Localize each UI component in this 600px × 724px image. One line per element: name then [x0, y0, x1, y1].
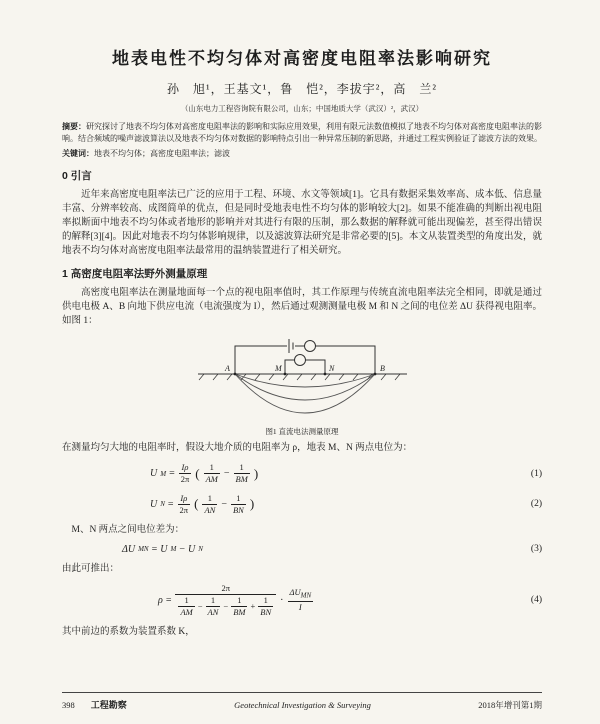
- fraction: $\frac{1}{AN}$: [204, 492, 216, 515]
- footer-journal-name-en: Geotechnical Investigation & Surveying: [234, 700, 371, 710]
- math-subscript: M: [170, 545, 177, 554]
- equals-sign: =: [165, 594, 172, 606]
- footer-journal-name-cn: 工程勘察: [90, 700, 127, 710]
- page-footer: [62, 692, 542, 711]
- equation-4: [62, 583, 542, 618]
- operator: −: [223, 468, 230, 480]
- equals-sign: =: [151, 543, 158, 555]
- math-subscript: N: [160, 500, 165, 509]
- fraction: $\frac{I\rho}{2\pi}$: [179, 492, 189, 515]
- math-symbol: U: [160, 543, 168, 555]
- equation-1-body: [150, 462, 258, 485]
- electrode-label-b: B: [379, 364, 385, 374]
- footer-issue: 2018年增刊第1期: [478, 700, 542, 710]
- equation-number: (1): [530, 468, 542, 479]
- principle-paragraph: 高密度电阻率法在测量地面每一个点的视电阻率值时，其工作原理与传统直流电阻率法完全相同，即就是通过供电电极 A、B 向地下供应电流（电流强度为 I），然后通过观测测量电极 M 和 N 之间的电位差 ΔU 获得视电阻率。如图 1：: [62, 288, 542, 327]
- fraction: $\frac{\Delta U_{MN}}{I}$: [289, 587, 312, 613]
- equation-number: (2): [530, 499, 542, 510]
- fraction: $\frac{I\rho}{2\pi}$: [180, 462, 190, 485]
- measurement-lead-line: 在测量均匀大地的电阻率时，假设大地介质的电阻率为 ρ，地表 M、N 两点电位为：: [62, 443, 413, 454]
- math-symbol: U: [150, 498, 158, 510]
- electrode-label-m: M: [274, 364, 282, 374]
- closing-line: 其中前边的系数为装置系数 K，: [62, 626, 195, 637]
- close-paren: ): [253, 465, 259, 481]
- math-symbol: U: [150, 468, 158, 480]
- math-subscript: N: [198, 545, 203, 554]
- fraction: $\frac{1}{AM}$: [180, 594, 193, 617]
- fraction: $\frac{1}{BN}$: [232, 492, 244, 515]
- fraction: $\frac{1}{BM}$: [233, 594, 246, 617]
- footer-page-number: 398: [62, 700, 75, 710]
- figure-caption: 图1 直流电法测量原理: [265, 427, 339, 437]
- close-paren: ): [249, 496, 255, 512]
- equation-1: [62, 462, 542, 485]
- authors-line: 孙 旭¹，王基文¹，鲁 恺²，李拔宇²，高 兰²: [167, 82, 437, 96]
- section-heading-intro: 0 引言: [62, 170, 92, 182]
- operator: −: [223, 600, 229, 611]
- circuit-wires: [235, 339, 375, 374]
- equation-2: [62, 493, 542, 516]
- figure-1: [62, 334, 542, 437]
- equation-4-body: [158, 583, 314, 618]
- math-symbol: ΔU: [122, 543, 136, 555]
- abstract-paragraph: [62, 121, 542, 145]
- abstract-label: 摘要：: [62, 122, 86, 131]
- open-paren: (: [194, 496, 199, 512]
- math-subscript: MN: [138, 545, 149, 554]
- operator: +: [250, 600, 256, 611]
- abstract-text: 研究探讨了地表不均匀体对高密度电阻率法的影响和实际应用效果，利用有限元法数值模拟了地表不均匀体对高密度电阻率法的影响。结合频域的噪声滤波算法以及地表不均匀体对数据的影响特点引出一种异常压制的新思路，并通过工程实例验证了滤波方法的效果。: [62, 122, 542, 143]
- figure-diagram: [190, 334, 415, 420]
- fraction: $\frac{1}{AM}$: [205, 462, 218, 485]
- denominator-row: [175, 595, 276, 618]
- electrode-labels: [224, 364, 385, 373]
- equation-2-body: [150, 493, 254, 516]
- paper-title: 地表电性不均匀体对高密度电阻率法影响研究: [112, 49, 492, 68]
- big-fraction: 2π $\frac{1}{AM}$ − $\frac{1}{AN}$ − $\frac{1}{BM}$ + $\frac{1}{BN}$: [175, 583, 276, 618]
- affiliation-line: （山东电力工程咨询院有限公司，山东；中国地质大学（武汉）²，武汉）: [180, 104, 424, 113]
- multiplication-dot: ·: [280, 594, 284, 606]
- operator: −: [221, 498, 227, 510]
- derive-line: 由此可推出：: [62, 563, 120, 574]
- section-heading-principle: 1 高密度电阻率法野外测量原理: [62, 268, 208, 281]
- fraction: $\frac{1}{BN}$: [260, 594, 272, 617]
- intro-paragraph: 近年来高密度电阻率法已广泛的应用于工程、环境、水文等领域[1]。它具有数据采集效率高、成本低、信息量丰富、分辨率较高、成图简单的优点，但是同时受地表电性不均匀体的影响较大[2]。如果不能准确的判断出视电阻率拟断面中地表不均匀体或者地形的影响并对其进行有限的压制，那么数据的解释就可能出现偏差，甚至得出错误的解释[3][4]。因此对地表不均匀体影响规律，以及滤波算法研究是非常必要的[5]。本文从装置类型的角度出发，就地表不均匀体对高密度电阻率法最常用的温纳装置进行了相关研究。: [62, 190, 542, 257]
- equation-number: (4): [530, 595, 542, 606]
- electrode-label-a: A: [224, 364, 230, 374]
- operator: −: [197, 600, 203, 611]
- equation-3: [62, 544, 542, 555]
- electrode-label-n: N: [328, 364, 334, 374]
- voltmeter-icon: [294, 355, 305, 366]
- equation-number: (3): [530, 544, 542, 555]
- keywords-label: 关键词：: [62, 149, 94, 158]
- operator: −: [179, 543, 185, 555]
- keywords-line: [62, 148, 542, 159]
- fraction-numerator: $\Delta U_{MN}$: [288, 587, 314, 602]
- fraction: $\frac{1}{AN}$: [207, 594, 219, 617]
- equals-sign: =: [167, 498, 174, 510]
- ammeter-icon: [304, 341, 315, 352]
- fraction: $\frac{1}{BM}$: [235, 462, 248, 485]
- equals-sign: =: [169, 468, 175, 480]
- current-flow-lines: [235, 374, 375, 413]
- potential-difference-line: M、N 两点之间电位差为：: [71, 524, 185, 535]
- equation-3-body: [122, 544, 203, 555]
- keywords-text: 地表不均匀体；高密度电阻率法；滤波: [94, 149, 230, 158]
- math-symbol: U: [187, 543, 196, 555]
- math-symbol: ρ: [158, 594, 163, 606]
- open-paren: (: [195, 465, 200, 481]
- math-subscript: M: [160, 469, 167, 478]
